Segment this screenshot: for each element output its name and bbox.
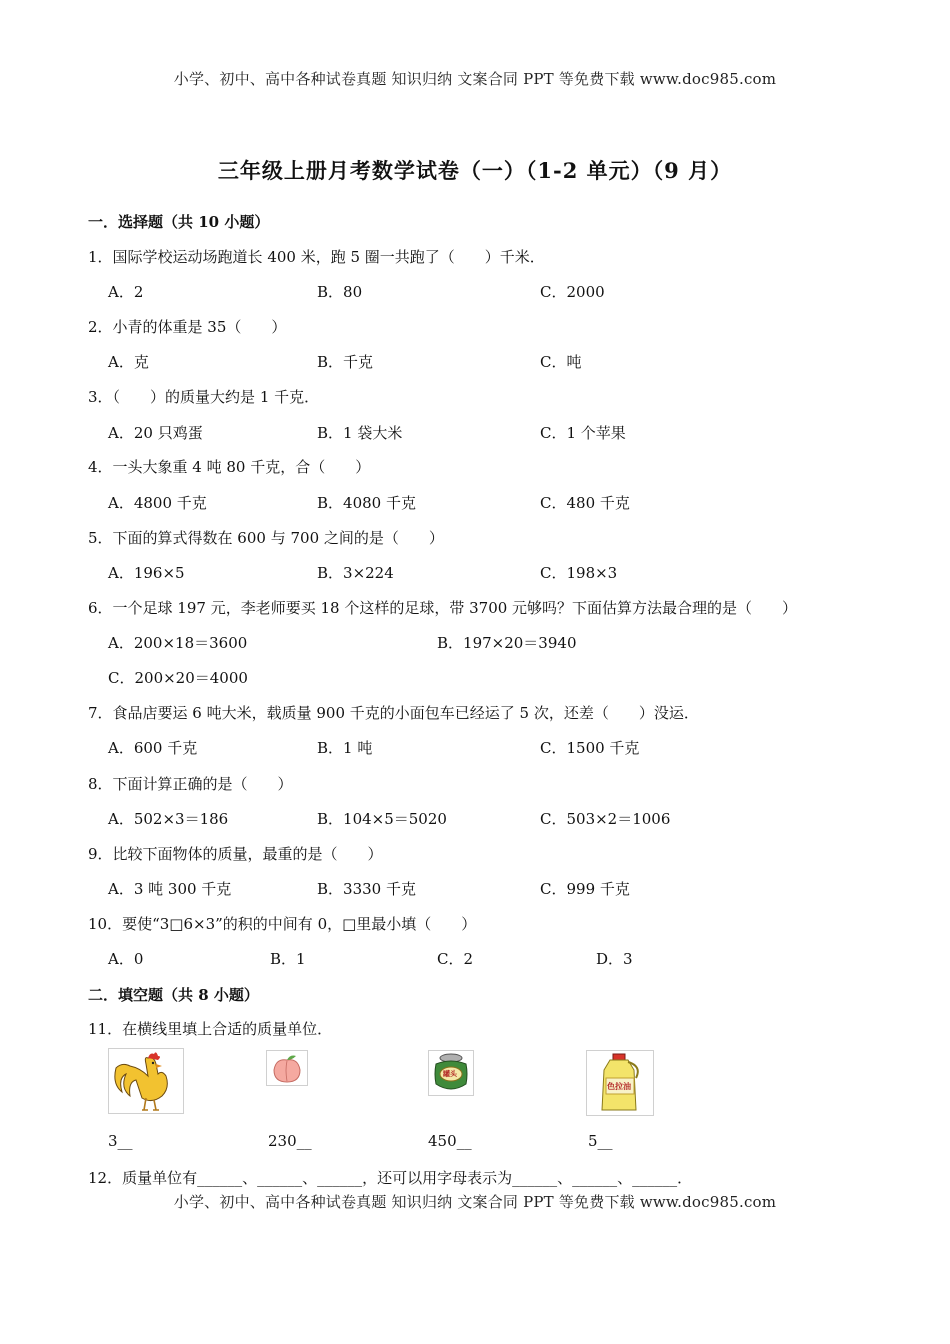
- question-4: 4．一头大象重 4 吨 80 千克，合（ ）: [88, 458, 371, 476]
- question-2: 2．小青的体重是 35（ ）: [88, 318, 287, 336]
- question-2-option-a: A．克: [108, 353, 149, 371]
- question-10-option-a: A．0: [108, 950, 144, 968]
- question-10-option-d: D．3: [596, 950, 633, 968]
- question-5-option-c: C．198×3: [540, 564, 618, 582]
- question-1-option-b: B．80: [317, 283, 363, 301]
- question-7: 7．食品店要运 6 吨大米，载质量 900 千克的小面包车已经运了 5 次，还差（ ）没运．: [88, 704, 699, 722]
- page-header: 小学、初中、高中各种试卷真题 知识归纳 文案合同 PPT 等免费下载 www.doc985.com: [173, 70, 777, 88]
- question-6: 6．一个足球 197 元，李老师要买 18 个这样的足球，带 3700 元够吗？下面估算方法最合理的是（ ）: [88, 599, 798, 617]
- section-fill-heading: 二．填空题（共 8 小题）: [88, 986, 259, 1004]
- question-9: 9．比较下面物体的质量，最重的是（ ）: [88, 845, 383, 863]
- question-10-option-c: C．2: [437, 950, 474, 968]
- question-8-option-a: A．502×3＝186: [108, 810, 229, 828]
- section-choice-heading: 一．选择题（共 10 小题）: [88, 213, 270, 231]
- question-3: 3．（ ）的质量大约是 1 千克．: [88, 388, 320, 406]
- question-8-option-b: B．104×5＝5020: [317, 810, 447, 828]
- question-6-option-c: C．200×20＝4000: [108, 669, 248, 687]
- question-2-option-b: B．千克: [317, 353, 374, 371]
- jar-label-text: 罐头: [443, 1069, 457, 1078]
- question-4-option-c: C．480 千克: [540, 494, 630, 512]
- question-10: 10．要使“3□6×3”的积的中间有 0，□里最小填（ ）: [88, 915, 477, 933]
- question-6-option-a: A．200×18＝3600: [108, 634, 248, 652]
- question-7-option-b: B．1 吨: [317, 739, 373, 757]
- question-11: 11．在横线里填上合适的质量单位．: [88, 1020, 333, 1038]
- question-12: 12．质量单位有______、______、______，还可以用字母表示为______、______、______．: [88, 1169, 693, 1187]
- question-8-option-c: C．503×2＝1006: [540, 810, 671, 828]
- peach-picture: [266, 1050, 308, 1090]
- question-4-option-b: B．4080 千克: [317, 494, 416, 512]
- question-9-option-c: C．999 千克: [540, 880, 630, 898]
- page-footer: 小学、初中、高中各种试卷真题 知识归纳 文案合同 PPT 等免费下载 www.doc985.com: [173, 1193, 777, 1211]
- question-8: 8．下面计算正确的是（ ）: [88, 775, 293, 793]
- question-4-option-a: A．4800 千克: [108, 494, 207, 512]
- blank-peach: 230__: [268, 1132, 312, 1150]
- blank-oil: 5__: [588, 1132, 613, 1150]
- question-5: 5．下面的算式得数在 600 与 700 之间的是（ ）: [88, 529, 444, 547]
- question-5-option-b: B．3×224: [317, 564, 394, 582]
- question-7-option-a: A．600 千克: [108, 739, 198, 757]
- blank-jar: 450__: [428, 1132, 472, 1150]
- chicken-picture: [108, 1048, 184, 1118]
- peach-icon: [266, 1050, 308, 1086]
- chicken-icon: [108, 1048, 184, 1114]
- question-10-option-b: B．1: [270, 950, 306, 968]
- oil-label-text: 色拉油: [607, 1081, 631, 1091]
- blank-chicken: 3__: [108, 1132, 133, 1150]
- question-9-option-b: B．3330 千克: [317, 880, 416, 898]
- question-1-option-c: C．2000: [540, 283, 605, 301]
- question-1: 1．国际学校运动场跑道长 400 米，跑 5 圈一共跑了（ ）千米．: [88, 248, 545, 266]
- question-1-option-a: A．2: [108, 283, 144, 301]
- question-3-option-c: C．1 个苹果: [540, 424, 626, 442]
- question-3-option-a: A．20 只鸡蛋: [108, 424, 203, 442]
- jar-picture: [428, 1050, 474, 1100]
- question-9-option-a: A．3 吨 300 千克: [108, 880, 232, 898]
- oil-bottle-picture: [586, 1050, 654, 1120]
- question-5-option-a: A．196×5: [108, 564, 185, 582]
- question-3-option-b: B．1 袋大米: [317, 424, 403, 442]
- question-2-option-c: C．吨: [540, 353, 582, 371]
- question-6-option-b: B．197×20＝3940: [437, 634, 577, 652]
- exam-title: 三年级上册月考数学试卷（一）（1-2 单元）（9 月）: [217, 158, 733, 183]
- question-7-option-c: C．1500 千克: [540, 739, 640, 757]
